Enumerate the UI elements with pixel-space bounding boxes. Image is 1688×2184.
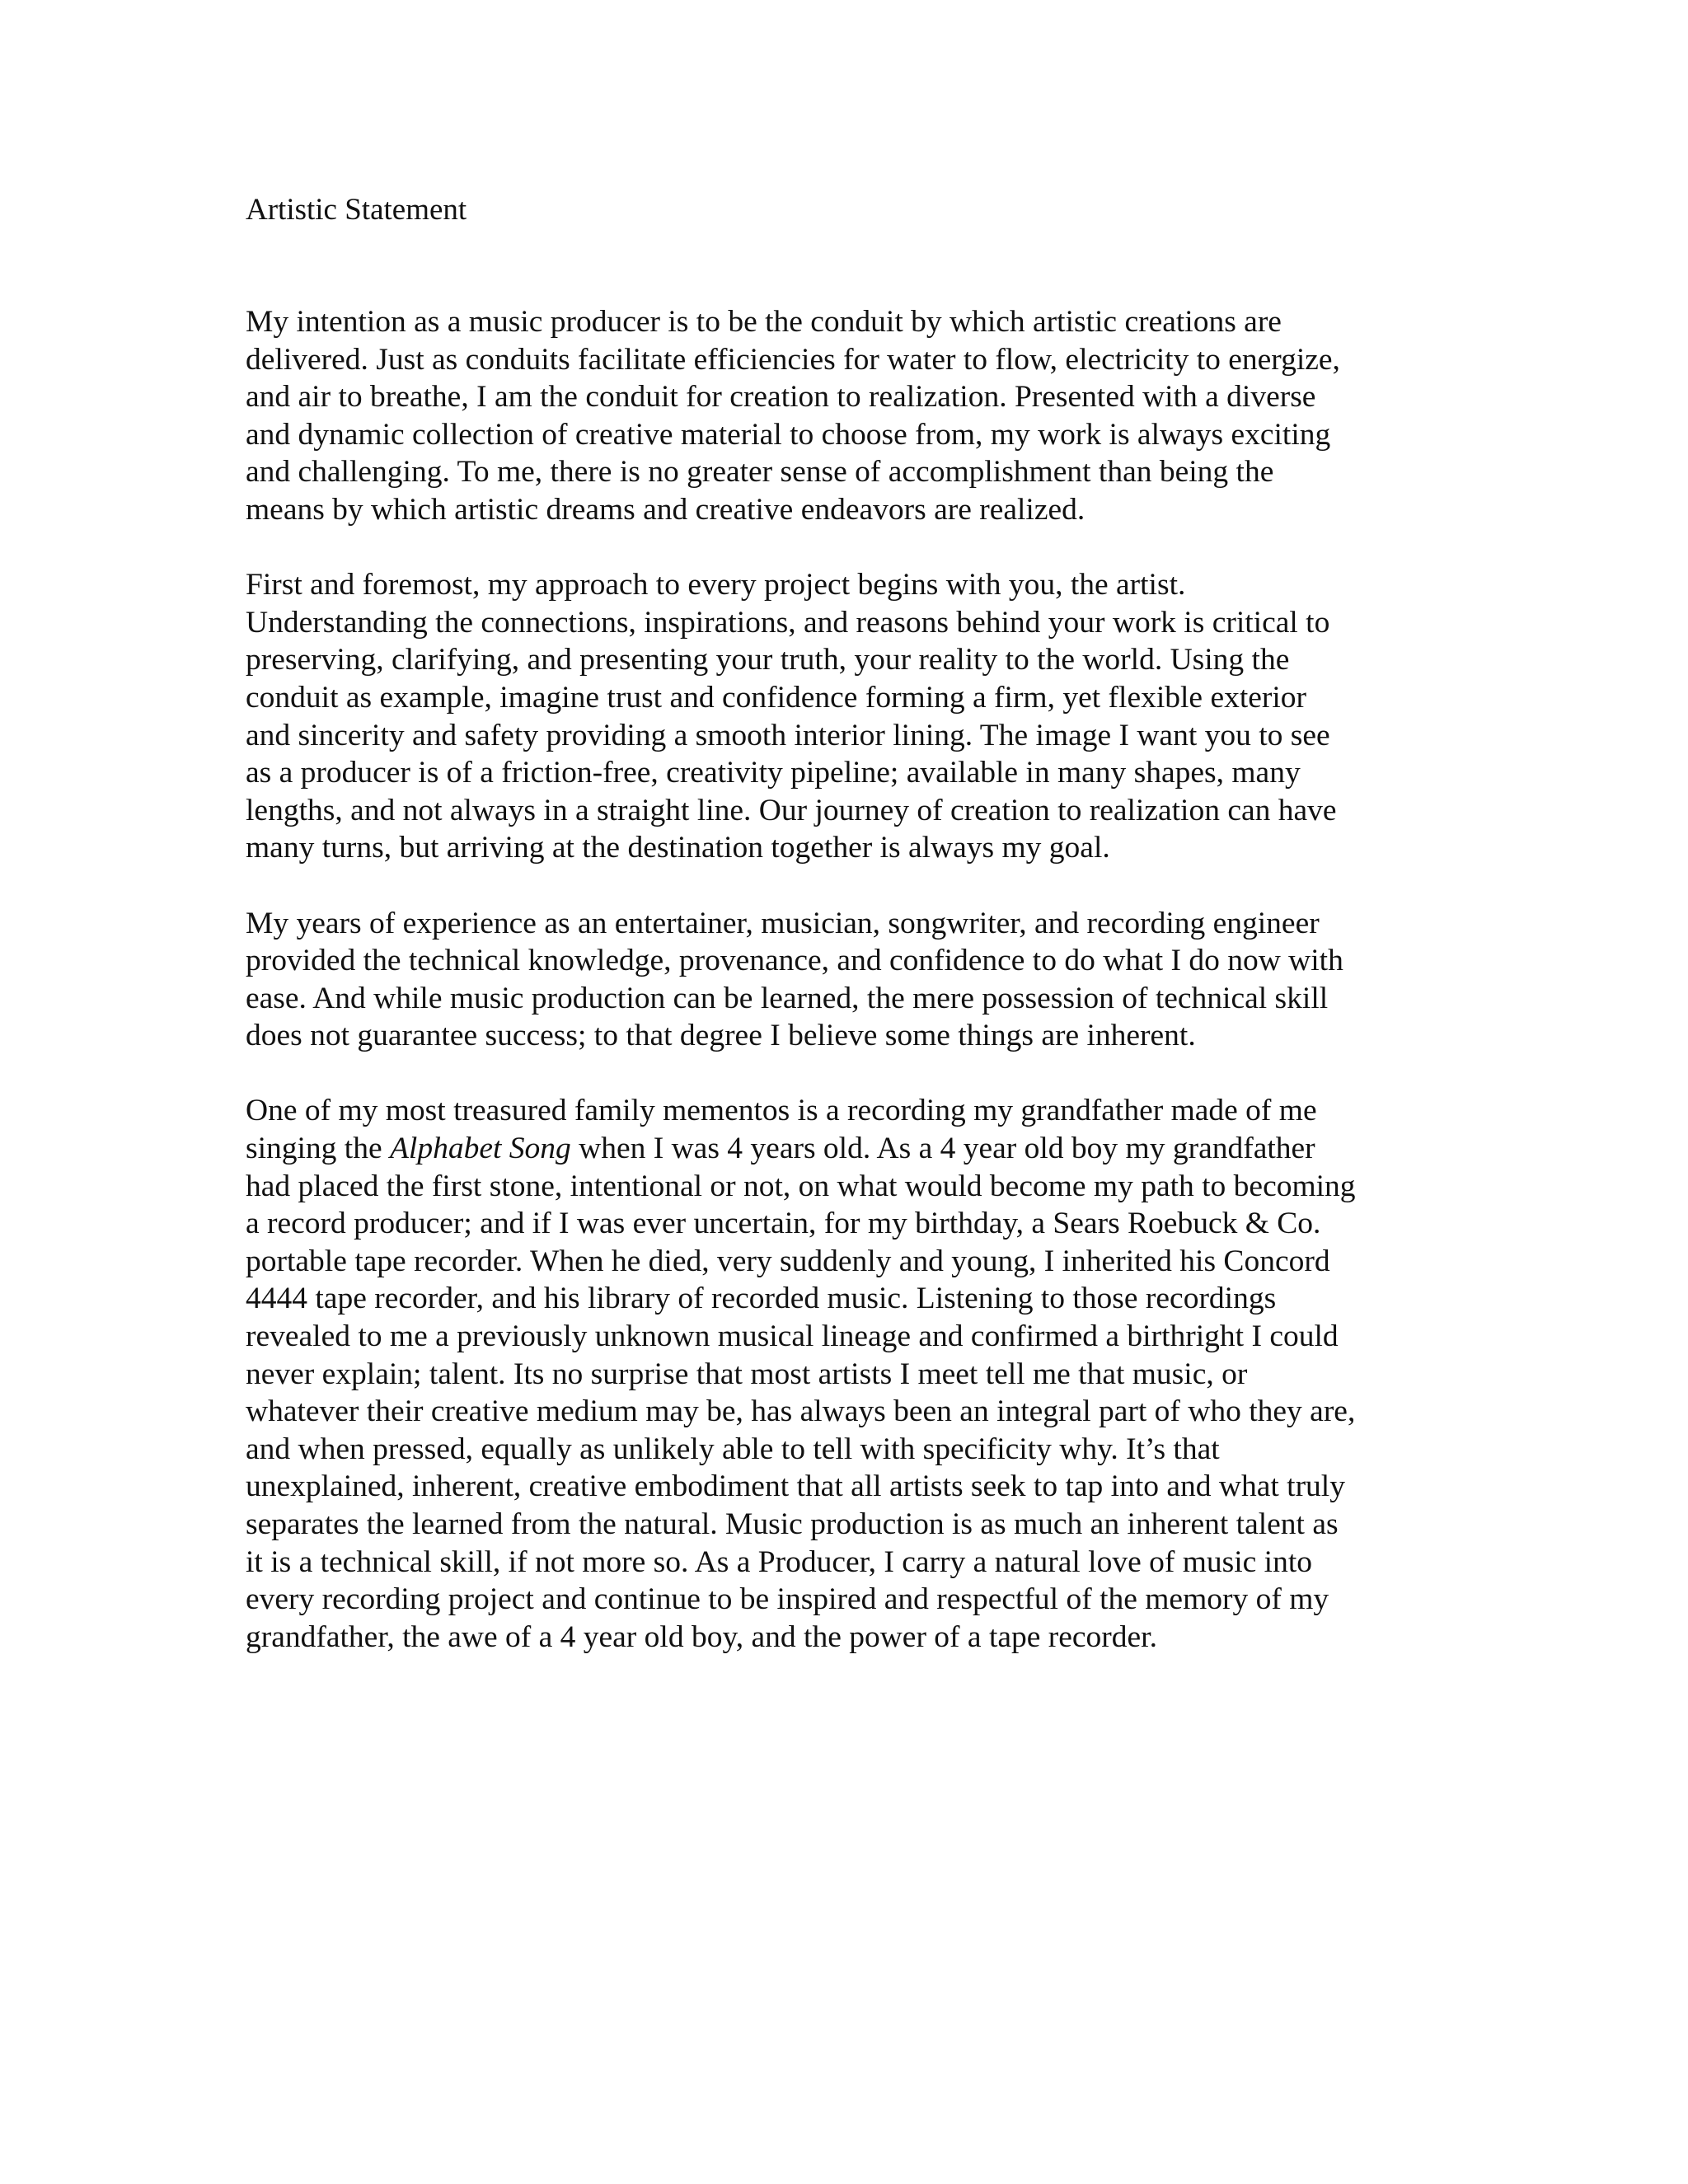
paragraph-line: had placed the first stone, intentional or not, on what would become my path to becoming: [246, 1169, 1356, 1203]
paragraph-line: portable tape recorder. When he died, very suddenly and young, I inherited his Concord: [246, 1244, 1330, 1278]
text-after-song-title: when I was 4 years old. As a 4 year old boy my grandfather: [570, 1132, 1315, 1166]
paragraph-line: Understanding the connections, inspirations, and reasons behind your work is critical to: [246, 605, 1330, 640]
text-before-song-title: singing the: [246, 1132, 390, 1166]
paragraph-line: 4444 tape recorder, and his library of recorded music. Listening to those recordings: [246, 1282, 1277, 1316]
paragraph-line: One of my most treasured family mementos is a recording my grandfather made of me: [246, 1094, 1317, 1128]
song-title: Alphabet Song: [390, 1132, 571, 1166]
paragraph-line: and air to breathe, I am the conduit for creation to realization. Presented with a diverse: [246, 380, 1316, 415]
paragraph-line: delivered. Just as conduits facilitate efficiencies for water to flow, electricity to energize,: [246, 342, 1340, 377]
paragraph-line: preserving, clarifying, and presenting your truth, your reality to the world. Using the: [246, 643, 1290, 677]
paragraph-line: grandfather, the awe of a 4 year old boy, and the power of a tape recorder.: [246, 1619, 1157, 1654]
paragraph-line: First and foremost, my approach to every project begins with you, the artist.: [246, 568, 1186, 602]
paragraph-line: whatever their creative medium may be, has always been an integral part of who they are,: [246, 1394, 1356, 1429]
document-body: [246, 191, 1457, 1656]
paragraph-line: My years of experience as an entertainer, musician, songwriter, and recording engineer: [246, 906, 1320, 940]
paragraph-2: [246, 566, 1457, 867]
paragraph-line: many turns, but arriving at the destination together is always my goal.: [246, 831, 1110, 865]
paragraph-line: separates the learned from the natural. Music production is as much an inherent talent as: [246, 1507, 1339, 1541]
paragraph-line: does not guarantee success; to that degree I believe some things are inherent.: [246, 1019, 1196, 1053]
paragraph-line: unexplained, inherent, creative embodiment that all artists seek to tap into and what truly: [246, 1469, 1345, 1504]
paragraph-line: it is a technical skill, if not more so. As a Producer, I carry a natural love of music into: [246, 1544, 1312, 1579]
paragraph-line: never explain; talent. Its no surprise that most artists I meet tell me that music, or: [246, 1357, 1248, 1391]
document-title: Artistic Statement: [246, 193, 467, 227]
paragraph-4: [246, 1092, 1457, 1656]
paragraph-3: [246, 905, 1457, 1055]
paragraph-line: provided the technical knowledge, provenance, and confidence to do what I do now with: [246, 944, 1343, 978]
paragraph-1: [246, 303, 1457, 529]
paragraph-line: a record producer; and if I was ever uncertain, for my birthday, a Sears Roebuck & Co.: [246, 1207, 1321, 1241]
paragraph-line: conduit as example, imagine trust and confidence forming a firm, yet flexible exterior: [246, 680, 1307, 715]
paragraph-line: means by which artistic dreams and creative endeavors are realized.: [246, 492, 1085, 527]
paragraph-line: revealed to me a previously unknown musical lineage and confirmed a birthright I could: [246, 1319, 1339, 1354]
paragraph-line: My intention as a music producer is to be the conduit by which artistic creations are: [246, 305, 1282, 339]
paragraph-line-with-song-title: [246, 1130, 1457, 1168]
paragraph-line: ease. And while music production can be learned, the mere possession of technical skill: [246, 981, 1329, 1015]
paragraph-line: and sincerity and safety providing a smooth interior lining. The image I want you to see: [246, 718, 1330, 752]
paragraph-line: lengths, and not always in a straight line. Our journey of creation to realization can have: [246, 793, 1337, 827]
paragraph-line: as a producer is of a friction-free, creativity pipeline; available in many shapes, many: [246, 756, 1301, 790]
paragraph-line: and when pressed, equally as unlikely able to tell with specificity why. It’s that: [246, 1432, 1220, 1466]
paragraph-line: and challenging. To me, there is no greater sense of accomplishment than being the: [246, 455, 1274, 490]
paragraph-line: and dynamic collection of creative material to choose from, my work is always exciting: [246, 417, 1331, 452]
paragraph-line: every recording project and continue to be inspired and respectful of the memory of my: [246, 1582, 1329, 1617]
